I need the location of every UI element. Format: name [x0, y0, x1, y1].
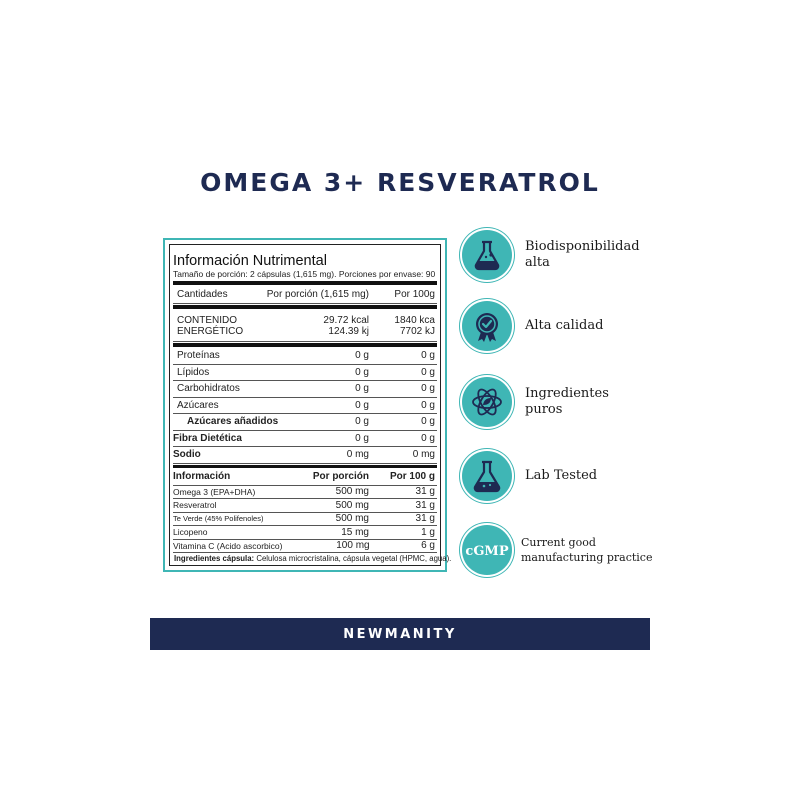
feature-label: Ingredientes puros: [525, 386, 609, 417]
ingredients-note: Ingredientes cápsula: Celulosa microcristalina, cápsula vegetal (HPMC, agua).: [174, 554, 452, 563]
energy-row: [173, 310, 437, 342]
cgmp-badge-text: cGMP: [465, 544, 509, 559]
nutrition-panel: [163, 238, 452, 572]
table-row: Resveratrol 500 mg 31 g: [173, 499, 435, 511]
feature-label: Alta calidad: [525, 318, 604, 333]
feature-high-quality: [459, 298, 659, 354]
feature-label: Biodisponibilidad alta: [525, 239, 640, 270]
thick-divider: [173, 281, 437, 285]
header-quantities: Cantidades: [177, 289, 228, 300]
serving-size: Tamaño de porción: 2 cápsulas (1,615 mg). Porciones por envase: 90: [173, 269, 436, 279]
table-row: Lípidos 0 g 0 g: [173, 365, 437, 382]
energy-per-serving: 29.72 kcal 124.39 kj: [323, 314, 369, 337]
table-row: Proteínas 0 g 0 g: [173, 348, 437, 365]
feature-label: Current good manufacturing practice: [521, 536, 653, 564]
thick-divider: [173, 305, 437, 309]
feature-pure-ingredients: [459, 374, 659, 430]
feature-bioavailability: [459, 227, 659, 283]
atom-leaf-icon: [462, 377, 512, 427]
table-header-row: [173, 286, 437, 304]
table-row: Licopeno 15 mg 1 g: [173, 526, 435, 538]
energy-label: CONTENIDO ENERGÉTICO: [177, 314, 244, 337]
table-row: Vitamina C (Acido ascorbico) 100 mg 6 g: [173, 540, 435, 552]
feature-lab-tested: [459, 448, 659, 504]
table-row: Te Verde (45% Polifenoles) 500 mg 31 g: [173, 513, 435, 525]
feature-label: Lab Tested: [525, 468, 598, 483]
table-row: Carbohidratos 0 g 0 g: [173, 381, 437, 398]
header-per-100g: Por 100g: [394, 289, 435, 300]
page-title: OMEGA 3+ RESVERATROL: [200, 168, 600, 197]
nutrition-table: [169, 244, 452, 566]
lab-flask-icon: [462, 451, 512, 501]
nutrition-title: Información Nutrimental: [173, 253, 327, 269]
header-per-serving: Por porción (1,615 mg): [266, 289, 369, 300]
quality-badge-icon: [462, 301, 512, 351]
brand-logo: NEWMANITY: [343, 626, 457, 642]
table-row: Azúcares añadidos 0 g 0 g: [173, 414, 437, 431]
info-header-row: Información Por porción Por 100 g: [173, 469, 437, 486]
cgmp-icon: [462, 525, 512, 575]
feature-cgmp: [459, 522, 659, 578]
table-row: Azúcares 0 g 0 g: [173, 398, 437, 415]
energy-per-100g: 1840 kca 7702 kJ: [394, 314, 435, 337]
thick-divider: [173, 343, 437, 347]
table-row: Fibra Dietética 0 g 0 g: [173, 431, 437, 448]
flask-icon: [462, 230, 512, 280]
table-row: Omega 3 (EPA+DHA) 500 mg 31 g: [173, 486, 435, 498]
brand-footer: [150, 618, 650, 650]
thick-divider: [173, 465, 437, 468]
table-row: Sodio 0 mg 0 mg: [173, 447, 437, 464]
